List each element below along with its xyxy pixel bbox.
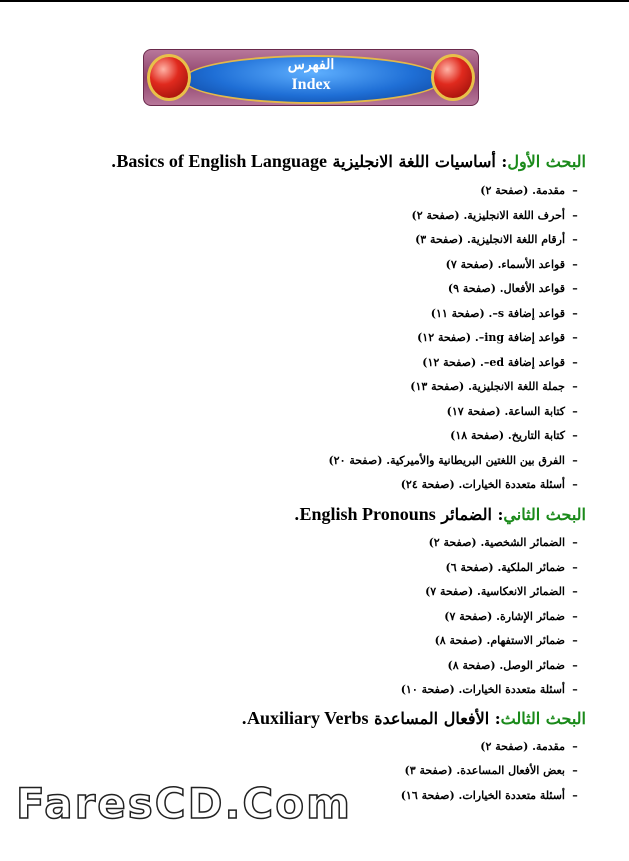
list-item: –أسئلة متعددة الخيارات. (صفحة ١٦) xyxy=(400,789,578,802)
list-item: –مقدمة. (صفحة ٢) xyxy=(480,184,578,197)
section-label: البحث الثالث xyxy=(500,709,586,728)
list-item: –الضمائر الانعكاسية. (صفحة ٧) xyxy=(425,585,578,598)
section-title-ar: الأفعال المساعدة xyxy=(374,709,490,728)
list-item: –الضمائر الشخصية. (صفحة ٢) xyxy=(428,536,578,549)
list-item: –قواعد الأسماء. (صفحة ٧) xyxy=(445,258,578,271)
list-item: –أحرف اللغة الانجليزية. (صفحة ٢) xyxy=(411,209,578,222)
section-title-3: البحث الثالث: الأفعال المساعدة Auxiliary Verbs. xyxy=(241,708,586,728)
list-item: –ضمائر الاستفهام. (صفحة ٨) xyxy=(434,634,578,647)
section-label: البحث الأول xyxy=(507,152,586,171)
section-title-ar: الضمائر xyxy=(441,505,492,524)
list-item: –أسئلة متعددة الخيارات. (صفحة ٢٤) xyxy=(400,478,578,491)
list-item: –قواعد إضافة s–. (صفحة ١١) xyxy=(430,307,578,320)
section-title-en: English Pronouns xyxy=(299,504,436,524)
list-item: –كتابة التاريخ. (صفحة ١٨) xyxy=(450,429,578,442)
section-title-ar: أساسيات اللغة الانجليزية xyxy=(332,152,496,171)
list-item: –كتابة الساعة. (صفحة ١٧) xyxy=(446,405,578,418)
list-item: –أرقام اللغة الانجليزية. (صفحة ٣) xyxy=(415,233,578,246)
section-title-2: البحث الثاني: الضمائر English Pronouns. xyxy=(293,504,586,524)
list-item: –مقدمة. (صفحة ٢) xyxy=(480,740,578,753)
section-title-en: Basics of English Language xyxy=(116,151,327,171)
list-item: –قواعد إضافة ing–. (صفحة ١٢) xyxy=(417,331,578,344)
section-title-en: Auxiliary Verbs xyxy=(246,708,369,728)
list-item: –ضمائر الملكية. (صفحة ٦) xyxy=(445,561,578,574)
list-item: –بعض الأفعال المساعدة. (صفحة ٣) xyxy=(404,764,578,777)
list-item: –جملة اللغة الانجليزية. (صفحة ١٣) xyxy=(410,380,578,393)
list-item: –قواعد إضافة ed–. (صفحة ١٢) xyxy=(422,356,578,369)
watermark-logo: FaresCD.Com xyxy=(16,779,352,828)
banner-title-ar: الفهرس xyxy=(287,57,335,73)
list-item: –الفرق بين اللغتين البريطانية والأميركية. (صفحة ٢٠) xyxy=(328,454,578,467)
list-item: –أسئلة متعددة الخيارات. (صفحة ١٠) xyxy=(400,683,578,696)
section-label: البحث الثاني xyxy=(503,505,586,524)
list-item: –ضمائر الإشارة. (صفحة ٧) xyxy=(444,610,578,623)
section-title-1: البحث الأول: أساسيات اللغة الانجليزية Basics of English Language. xyxy=(110,151,586,171)
list-item: –قواعد الأفعال. (صفحة ٩) xyxy=(447,282,578,295)
banner-title-en: Index xyxy=(291,76,331,93)
list-item: –ضمائر الوصل. (صفحة ٨) xyxy=(447,659,578,672)
